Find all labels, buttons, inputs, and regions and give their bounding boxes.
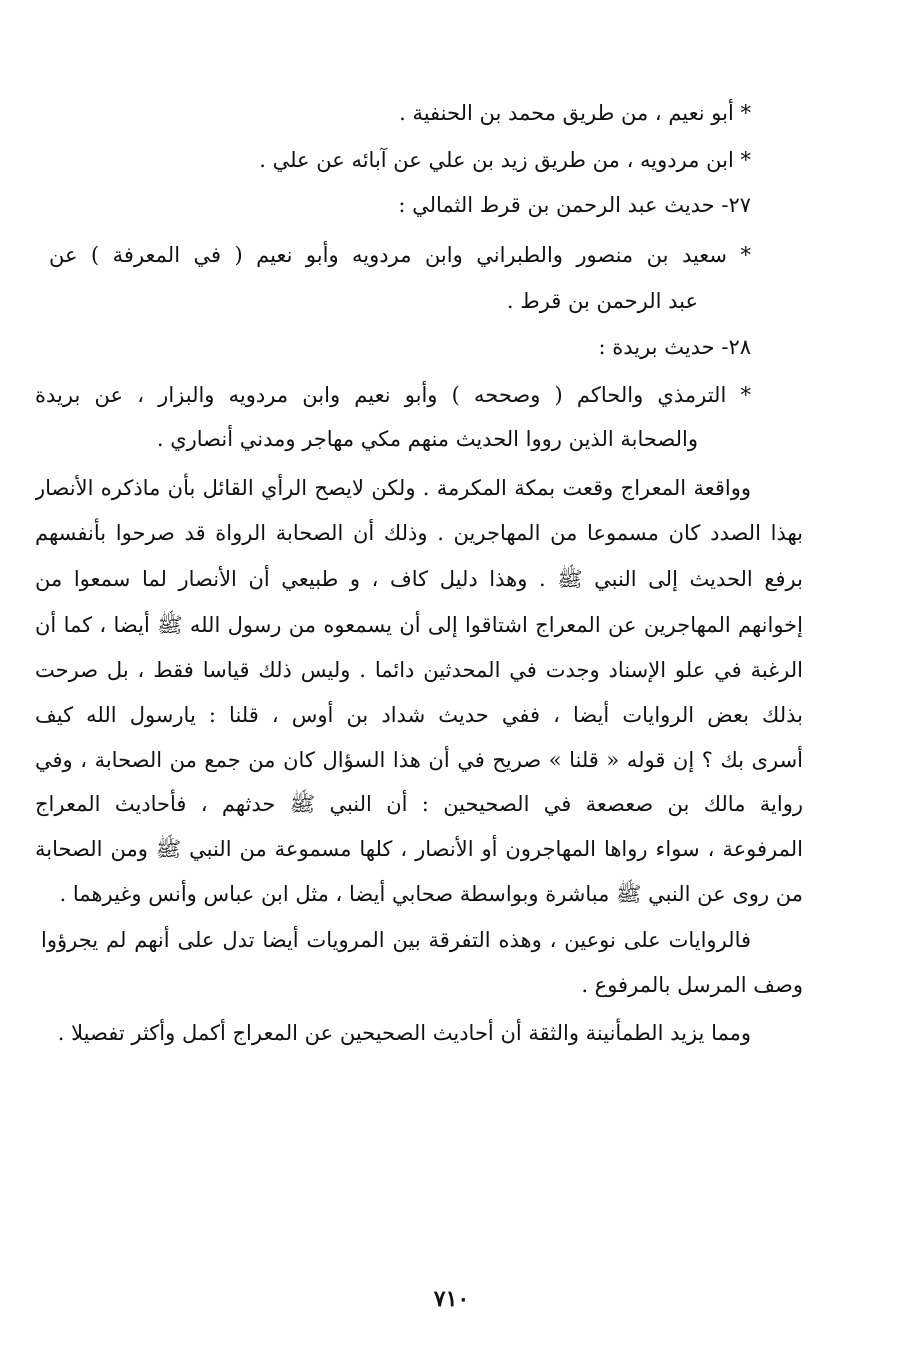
paragraph-line: برفع الحديث إلى النبي ﷺ . وهذا دليل كاف ، و طبيعي أن الأنصار لما سمعوا من — [35, 567, 803, 591]
hadith-28-sources-line-1: * الترمذي والحاكم ( وصححه ) وأبو نعيم وابن مردويه والبزار ، عن بريدة — [35, 383, 751, 407]
closing-line: ومما يزيد الطمأنينة والثقة أن أحاديث الصحيحين عن المعراج أكمل وأكثر تفصيلا . — [57, 1021, 751, 1045]
paragraph-line: المرفوعة ، سواء رواها المهاجرون أو الأنصار ، كلها مسموعة من النبي ﷺ ومن الصحابة — [35, 837, 803, 861]
paragraph-line: رواية مالك بن صعصعة في الصحيحين : أن النبي ﷺ حدثهم ، فأحاديث المعراج — [35, 792, 803, 816]
paragraph-line: وواقعة المعراج وقعت بمكة المكرمة . ولكن لايصح الرأي القائل بأن ماذكره الأنصار — [35, 476, 751, 500]
hadith-27-sources-line-1: * سعيد بن منصور والطبراني وابن مردويه وأبو نعيم ( في المعرفة ) عن — [49, 243, 751, 267]
paragraph-line: فالروايات على نوعين ، وهذه التفرقة بين المرويات أيضا تدل على أنهم لم يجرؤوا — [41, 928, 751, 952]
paragraph-line: إخوانهم المهاجرين عن المعراج اشتاقوا إلى أن يسمعوه من رسول الله ﷺ أيضا ، كما أن — [35, 613, 803, 637]
hadith-28-sources-line-2: والصحابة الذين رووا الحديث منهم مكي مهاجر ومدني أنصاري . — [156, 427, 698, 451]
hadith-27-sources-line-2: عبد الرحمن بن قرط . — [506, 289, 698, 313]
paragraph-line: الرغبة في علو الإسناد وجدت في المحدثين دائما . وليس ذلك قياسا فقط ، بل صرحت — [35, 658, 803, 682]
paragraph-line: بهذا الصدد كان مسموعا من المهاجرين . وذلك أن الصحابة الرواة قد صرحوا بأنفسهم — [35, 521, 803, 545]
hadith-27-heading: ٢٧- حديث عبد الرحمن بن قرط الثمالي : — [398, 193, 751, 217]
bullet-line-ibn-mardawayh: * ابن مردويه ، من طريق زيد بن علي عن آبائه عن علي . — [259, 148, 751, 172]
paragraph-line: وصف المرسل بالمرفوع . — [581, 973, 803, 997]
paragraph-line: من روى عن النبي ﷺ مباشرة وبواسطة صحابي أيضا ، مثل ابن عباس وأنس وغيرهما . — [59, 882, 803, 906]
paragraph-line: بذلك بعض الروايات أيضا ، ففي حديث شداد بن أوس ، قلنا : يارسول الله كيف — [35, 703, 803, 727]
page-number: ٧١٠ — [433, 1286, 470, 1312]
paragraph-line: أسرى بك ؟ إن قوله « قلنا » صريح في أن هذا السؤال كان من جمع من الصحابة ، وفي — [35, 748, 803, 772]
hadith-28-heading: ٢٨- حديث بريدة : — [598, 335, 751, 359]
bullet-line-abu-nuaym: * أبو نعيم ، من طريق محمد بن الحنفية . — [399, 101, 751, 125]
